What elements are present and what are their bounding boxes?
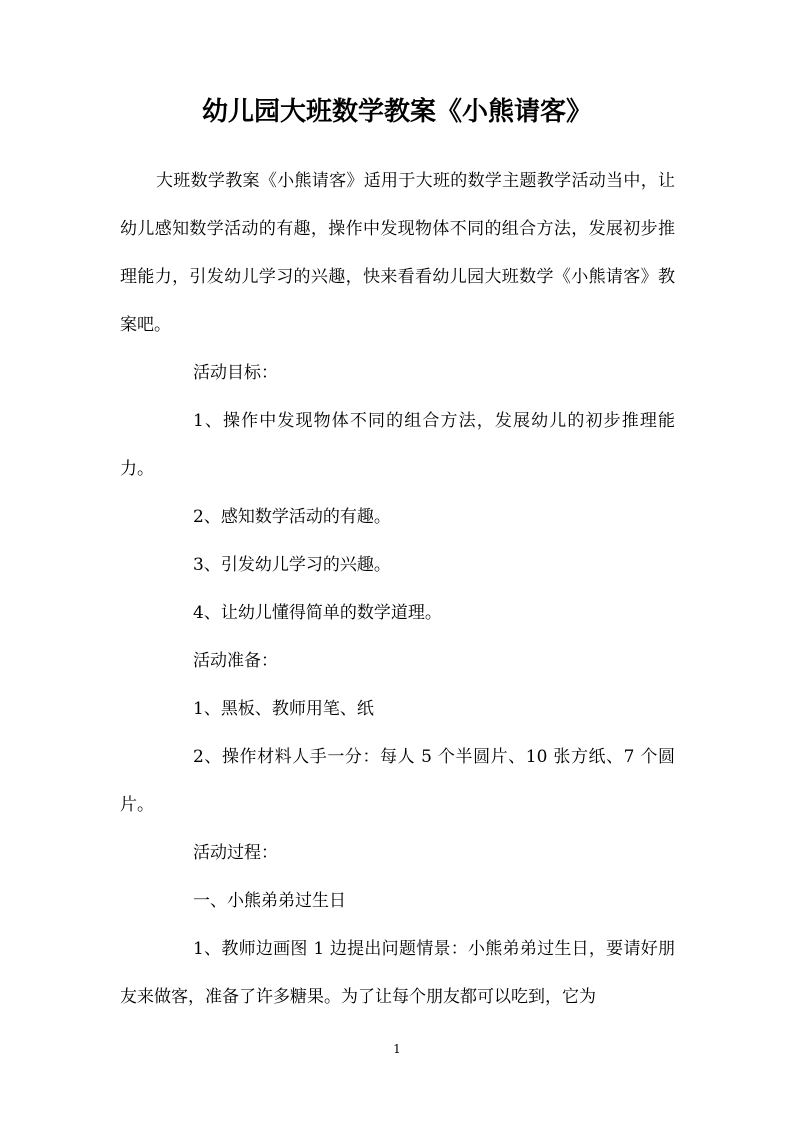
paragraph: 1、操作中发现物体不同的组合方法，发展幼儿的初步推理能力。 [120, 411, 675, 479]
paragraph: 活动目标： [193, 363, 278, 383]
document-body [120, 157, 675, 1021]
paragraph: 活动准备： [193, 651, 278, 671]
document-title: 幼儿园大班数学教案《小熊请客》 [201, 97, 592, 127]
page-number: 1 [393, 1042, 401, 1056]
paragraph: 2、感知数学活动的有趣。 [193, 507, 391, 527]
paragraph: 2、操作材料人手一分：每人 5 个半圆片、10 张方纸、7 个圆片。 [120, 747, 675, 815]
paragraph: 1、教师边画图 1 边提出问题情景：小熊弟弟过生日，要请好朋友来做客，准备了许多糖果。为了让每个朋友都可以吃到，它为 [120, 939, 675, 1007]
paragraph: 1、黑板、教师用笔、纸 [193, 699, 374, 719]
paragraph: 活动过程： [193, 843, 278, 863]
paragraph: 大班数学教案《小熊请客》适用于大班的数学主题教学活动当中，让幼儿感知数学活动的有趣，操作中发现物体不同的组合方法，发展初步推理能力，引发幼儿学习的兴趣，快来看看幼儿园大班数学《小熊请客》教案吧。 [120, 171, 675, 335]
paragraph: 3、引发幼儿学习的兴趣。 [193, 555, 391, 575]
paragraph: 一、小熊弟弟过生日 [193, 891, 346, 911]
paragraph: 4、让幼儿懂得简单的数学道理。 [193, 603, 442, 623]
